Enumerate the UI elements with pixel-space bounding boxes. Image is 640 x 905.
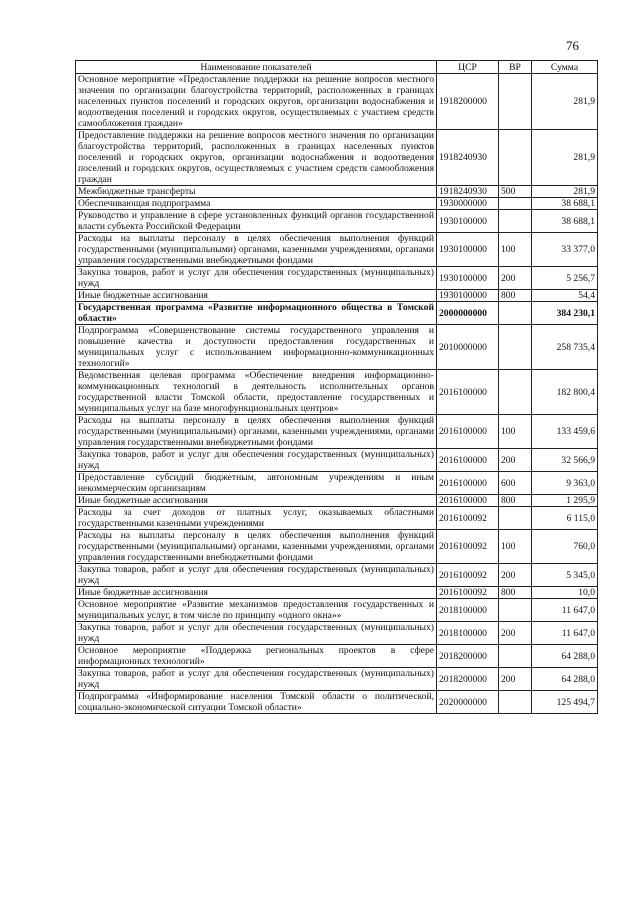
header-vr: ВР [499, 61, 532, 74]
cell-sum: 11 647,0 [532, 599, 598, 622]
cell-csr: 2016100092 [437, 507, 499, 530]
table-row [76, 449, 598, 472]
cell-vr [499, 645, 532, 668]
cell-name: Подпрограмма «Совершенствование системы государственного управления и повышение качества и доступности предоставления государственных и муниципальных услуг с использованием информационно-коммуникационных технологий» [76, 325, 437, 370]
cell-csr: 1918200000 [437, 74, 499, 130]
cell-sum: 258 735,4 [532, 325, 598, 370]
cell-csr: 2018200000 [437, 668, 499, 691]
header-csr: ЦСР [437, 61, 499, 74]
cell-sum: 64 288,0 [532, 668, 598, 691]
cell-vr: 200 [499, 622, 532, 645]
cell-vr: 200 [499, 564, 532, 587]
cell-csr: 2016100092 [437, 587, 499, 599]
cell-sum: 384 230,1 [532, 302, 598, 325]
cell-sum: 38 688,1 [532, 198, 598, 210]
cell-vr: 800 [499, 290, 532, 302]
cell-sum: 5 256,7 [532, 267, 598, 290]
cell-vr: 200 [499, 449, 532, 472]
cell-vr [499, 302, 532, 325]
cell-csr: 2018100000 [437, 599, 499, 622]
cell-csr: 1930100000 [437, 233, 499, 267]
table-row [76, 645, 598, 668]
cell-sum: 6 115,0 [532, 507, 598, 530]
cell-csr: 2020000000 [437, 691, 499, 714]
cell-name: Межбюджетные трансферты [76, 186, 437, 198]
cell-vr [499, 130, 532, 186]
cell-csr: 2016100000 [437, 415, 499, 449]
cell-csr: 2016100092 [437, 564, 499, 587]
cell-name: Предоставление субсидий бюджетным, автономным учреждениям и иным некоммерческим организациям [76, 472, 437, 495]
cell-csr: 2016100000 [437, 449, 499, 472]
cell-sum: 54,4 [532, 290, 598, 302]
table-row [76, 74, 598, 130]
table-row [76, 599, 598, 622]
cell-csr: 2016100092 [437, 530, 499, 564]
cell-name: Расходы на выплаты персоналу в целях обеспечения выполнения функций государственными (муниципальными) органами, казенными учреждениями, органами управления государственными внебюджетными фондами [76, 530, 437, 564]
table-row [76, 507, 598, 530]
table-row [76, 668, 598, 691]
cell-name: Государственная программа «Развитие информационного общества в Томской области» [76, 302, 437, 325]
cell-name: Иные бюджетные ассигнования [76, 587, 437, 599]
cell-sum: 182 800,4 [532, 370, 598, 415]
table-row [76, 198, 598, 210]
table-row [76, 290, 598, 302]
cell-vr [499, 507, 532, 530]
cell-vr: 100 [499, 530, 532, 564]
cell-sum: 38 688,1 [532, 210, 598, 233]
table-row [76, 495, 598, 507]
cell-vr: 200 [499, 668, 532, 691]
cell-sum: 1 295,9 [532, 495, 598, 507]
cell-name: Руководство и управление в сфере установленных функций органов государственной власти субъекта Российской Федерации [76, 210, 437, 233]
cell-sum: 9 363,0 [532, 472, 598, 495]
cell-csr: 2016100000 [437, 472, 499, 495]
table-row [76, 691, 598, 714]
table-row [76, 186, 598, 198]
cell-vr [499, 599, 532, 622]
cell-csr: 1918240930 [437, 186, 499, 198]
cell-sum: 32 566,9 [532, 449, 598, 472]
cell-csr: 2016100000 [437, 370, 499, 415]
table-row [76, 233, 598, 267]
cell-sum: 281,9 [532, 130, 598, 186]
table-row [76, 370, 598, 415]
cell-vr: 800 [499, 495, 532, 507]
cell-sum: 10,0 [532, 587, 598, 599]
cell-vr: 100 [499, 415, 532, 449]
cell-name: Закупка товаров, работ и услуг для обеспечения государственных (муниципальных) нужд [76, 668, 437, 691]
cell-vr: 500 [499, 186, 532, 198]
cell-vr [499, 198, 532, 210]
cell-name: Расходы на выплаты персоналу в целях обеспечения выполнения функций государственными (муниципальными) органами, казенными учреждениями, органами управления государственными внебюджетными фондами [76, 415, 437, 449]
cell-vr [499, 210, 532, 233]
cell-name: Расходы на выплаты персоналу в целях обеспечения выполнения функций государственными (муниципальными) органами, казенными учреждениями, органами управления государственными внебюджетными фондами [76, 233, 437, 267]
cell-vr: 600 [499, 472, 532, 495]
table-row [76, 325, 598, 370]
cell-name: Расходы за счет доходов от платных услуг, оказываемых областными государственными казенными учреждениями [76, 507, 437, 530]
cell-csr: 1918240930 [437, 130, 499, 186]
table-row [76, 267, 598, 290]
cell-csr: 1930100000 [437, 267, 499, 290]
cell-name: Основное мероприятие «Предоставление поддержки на решение вопросов местного значения по организации благоустройства территорий, расположенных в границах населенных пунктов поселений и городских округов, организации водоснабжения и водоотведения поселений и городских округов, осуществляемых с участием средств самообложения граждан» [76, 74, 437, 130]
cell-vr: 100 [499, 233, 532, 267]
cell-vr [499, 370, 532, 415]
cell-name: Подпрограмма «Информирование населения Томской области о политической, социально-экономической ситуации Томской области» [76, 691, 437, 714]
table-row [76, 472, 598, 495]
budget-table [75, 60, 598, 714]
cell-name: Обеспечивающая подпрограмма [76, 198, 437, 210]
cell-csr: 2018100000 [437, 622, 499, 645]
cell-sum: 281,9 [532, 74, 598, 130]
page-number: 76 [566, 38, 579, 53]
cell-vr: 800 [499, 587, 532, 599]
cell-sum: 33 377,0 [532, 233, 598, 267]
cell-csr: 1930100000 [437, 290, 499, 302]
cell-name: Ведомственная целевая программа «Обеспечение внедрения информационно-коммуникационных технологий в деятельность исполнительных органов государственной власти Томской области, предоставление государственных и муниципальных услуг на базе многофункциональных центров» [76, 370, 437, 415]
cell-sum: 5 345,0 [532, 564, 598, 587]
cell-csr: 1930000000 [437, 198, 499, 210]
cell-vr [499, 691, 532, 714]
cell-name: Основное мероприятие «Поддержка региональных проектов в сфере информационных технологий» [76, 645, 437, 668]
cell-csr: 1930100000 [437, 210, 499, 233]
table-row [76, 587, 598, 599]
cell-sum: 760,0 [532, 530, 598, 564]
cell-sum: 64 288,0 [532, 645, 598, 668]
cell-vr [499, 325, 532, 370]
header-name: Наименование показателей [76, 61, 437, 74]
cell-csr: 2016100000 [437, 495, 499, 507]
cell-vr: 200 [499, 267, 532, 290]
cell-name: Основное мероприятие «Развитие механизмов предоставления государственных и муниципальных услуг, в том числе по принципу «одного окна»» [76, 599, 437, 622]
table-row [76, 415, 598, 449]
cell-csr: 2000000000 [437, 302, 499, 325]
cell-vr [499, 74, 532, 130]
table-row [76, 530, 598, 564]
cell-name: Закупка товаров, работ и услуг для обеспечения государственных (муниципальных) нужд [76, 564, 437, 587]
cell-sum: 281,9 [532, 186, 598, 198]
cell-name: Закупка товаров, работ и услуг для обеспечения государственных (муниципальных) нужд [76, 267, 437, 290]
table-row [76, 564, 598, 587]
cell-name: Закупка товаров, работ и услуг для обеспечения государственных (муниципальных) нужд [76, 449, 437, 472]
table-row [76, 210, 598, 233]
table-row [76, 302, 598, 325]
cell-name: Закупка товаров, работ и услуг для обеспечения государственных (муниципальных) нужд [76, 622, 437, 645]
table-body [76, 74, 598, 714]
cell-name: Предоставление поддержки на решение вопросов местного значения по организации благоустройства территорий, расположенных в границах населенных пунктов поселений и городских округов, организации водоснабжения и водоотведения поселений и городских округов, осуществляемых с участием средств самообложения граждан [76, 130, 437, 186]
table-row [76, 622, 598, 645]
table-header [76, 61, 598, 74]
cell-name: Иные бюджетные ассигнования [76, 290, 437, 302]
cell-csr: 2018200000 [437, 645, 499, 668]
cell-sum: 125 494,7 [532, 691, 598, 714]
table-row [76, 130, 598, 186]
cell-sum: 11 647,0 [532, 622, 598, 645]
cell-sum: 133 459,6 [532, 415, 598, 449]
cell-name: Иные бюджетные ассигнования [76, 495, 437, 507]
header-sum: Сумма [532, 61, 598, 74]
cell-csr: 2010000000 [437, 325, 499, 370]
